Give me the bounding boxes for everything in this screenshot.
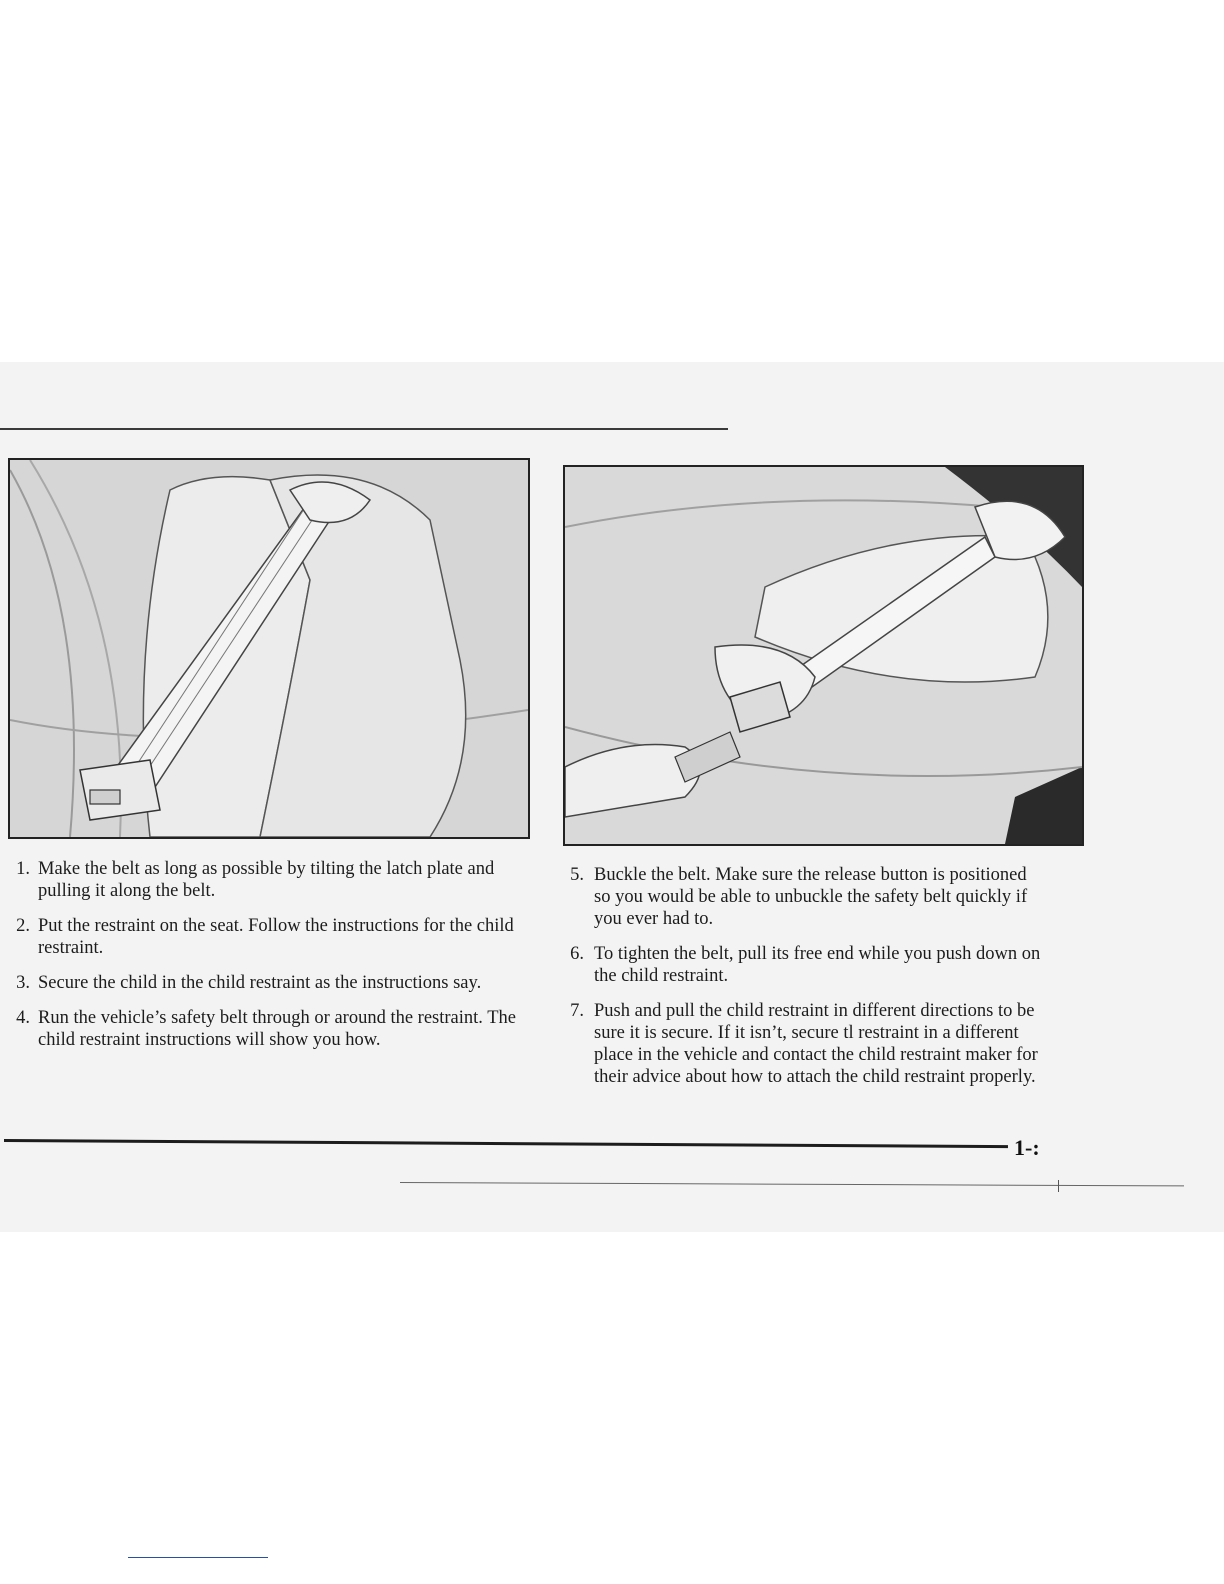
step-text: Secure the child in the child restraint as the instructions say. <box>38 973 482 993</box>
step-number: 3. <box>16 973 30 993</box>
step-number: 2. <box>16 916 30 936</box>
instructions-left-column <box>0 858 520 1064</box>
list-item <box>0 972 520 994</box>
list-item <box>556 1000 1046 1088</box>
top-rule <box>0 428 728 430</box>
step-number: 6. <box>570 944 584 964</box>
list-item <box>556 943 1046 987</box>
step-text: Buckle the belt. Make sure the release button is positioned so you would be able to unbuckle the safety belt quickly if you ever had to. <box>594 865 1028 929</box>
step-number: 1. <box>16 859 30 879</box>
instructions-right-column <box>556 864 1046 1101</box>
step-number: 5. <box>570 865 584 885</box>
step-text: Put the restraint on the seat. Follow the instructions for the child restraint. <box>38 916 514 958</box>
list-item <box>0 915 520 959</box>
step-text: To tighten the belt, pull its free end while you push down on the child restraint. <box>594 944 1041 986</box>
step-text: Run the vehicle’s safety belt through or around the restraint. The child restraint instructions will show you how. <box>38 1008 516 1050</box>
list-item <box>556 864 1046 930</box>
step-text: Push and pull the child restraint in different directions to be sure it is secure. If it isn’t, secure tl restraint in a different place in the vehicle and contact the child restraint maker for their advice about how to attach the child restraint properly. <box>594 1001 1038 1087</box>
blue-underline <box>128 1557 268 1558</box>
tick-mark <box>1058 1180 1059 1192</box>
list-item <box>0 1007 520 1051</box>
illustration-buckling-belt <box>563 465 1084 846</box>
step-text: Make the belt as long as possible by tilting the latch plate and pulling it along the belt. <box>38 859 495 901</box>
page-number: 1-: <box>1014 1135 1040 1160</box>
list-item <box>0 858 520 902</box>
illustration-pulling-belt <box>8 458 530 839</box>
step-number: 4. <box>16 1008 30 1028</box>
hands-pulling-belt-illustration <box>10 460 528 837</box>
hands-buckling-belt-illustration <box>565 467 1082 844</box>
step-number: 7. <box>570 1001 584 1021</box>
